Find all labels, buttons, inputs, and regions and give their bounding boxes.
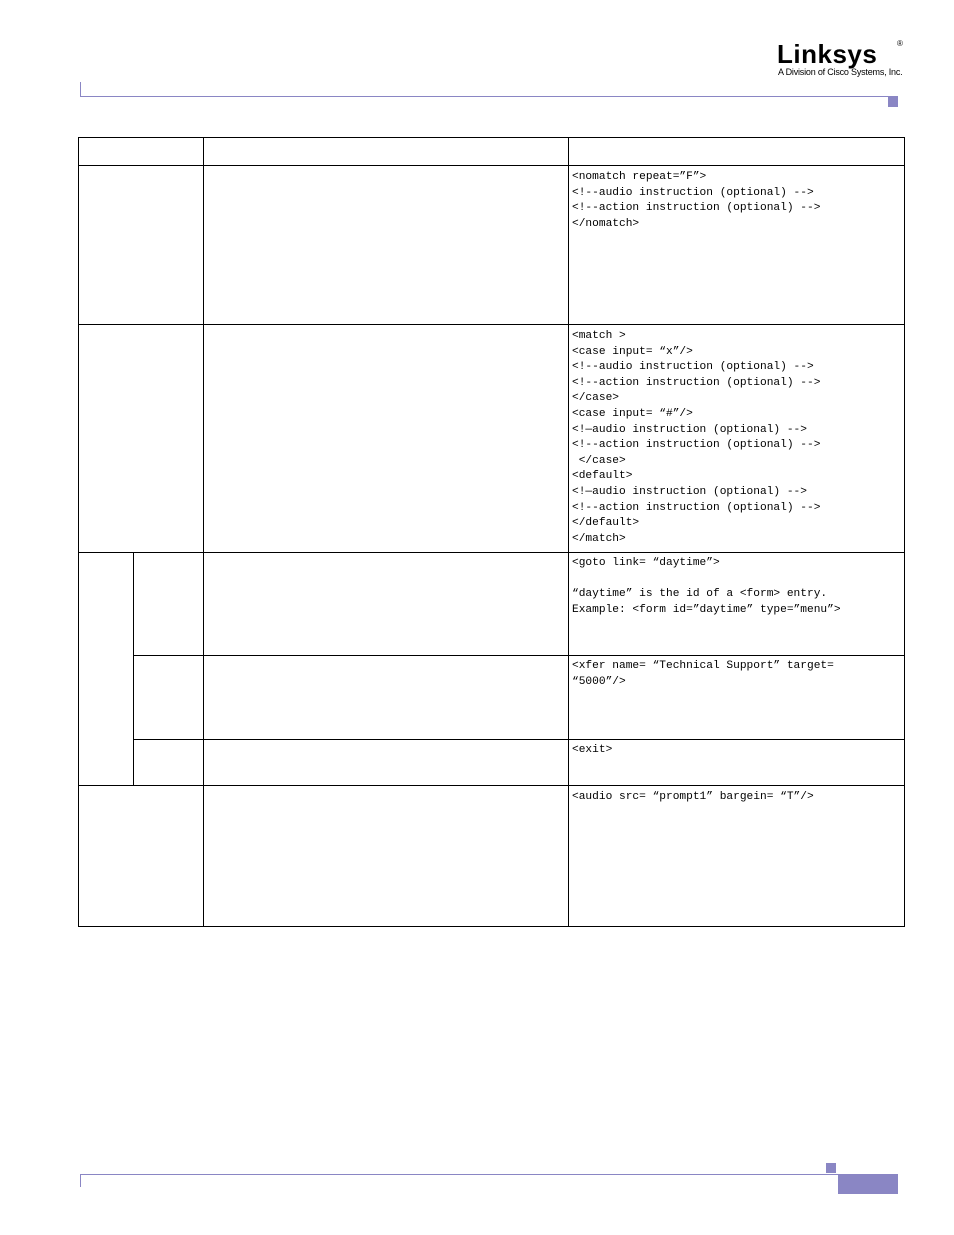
header-rule-tick [80,82,81,97]
logo-registered-mark: ® [897,39,903,48]
xml-syntax-table [78,137,905,927]
footer-page-tab [838,1175,898,1194]
xfer-code: <xfer name= “Technical Support” target= “5000”/> [572,660,834,688]
table-border-left [78,137,79,927]
footer-rule-tick [80,1174,81,1187]
footer-rule [80,1174,898,1175]
goto-code: <goto link= “daytime”> “daytime” is the id of a <form> entry. Example: <form id=”daytime” type=”menu”> [572,557,841,616]
table-border-right [904,137,905,927]
footer-marker-square [826,1163,836,1173]
row-divider [78,165,905,166]
row-divider [133,739,905,740]
header-marker-square [888,97,898,107]
match-code: <match > <case input= “x”/> <!--audio instruction (optional) --> <!--action instruction (optional) --> </case> <case input= “#”/> <!—audio instruction (optional) --> <!--action instruction (optional) --> </case> <default> <!—audio instruction (optional) --> <!--action instruction (optional) --> </default> </match> [572,330,821,545]
audio-code: <audio src= “prompt1” bargein= “T”/> [572,791,814,803]
column-divider [568,137,569,927]
header-rule [80,96,898,97]
exit-code: <exit> [572,744,613,756]
logo-tagline: A Division of Cisco Systems, Inc. [778,67,903,77]
nomatch-code: <nomatch repeat=”F”> <!--audio instruction (optional) --> <!--action instruction (optional) --> </nomatch> [572,171,821,230]
row-divider [133,655,905,656]
logo-wordmark: Linksys [777,39,878,69]
row-divider [78,785,905,786]
column-divider [203,137,204,927]
linksys-logo [777,40,907,80]
row-divider [78,324,905,325]
row-divider [78,552,905,553]
subcolumn-divider [133,552,134,785]
